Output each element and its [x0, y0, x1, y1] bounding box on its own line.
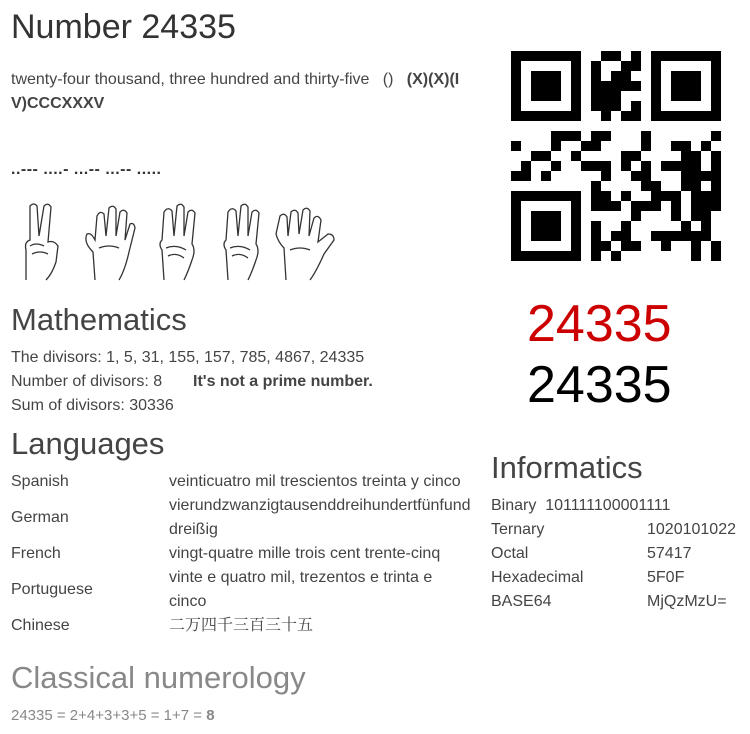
info-key: Binary: [491, 497, 537, 514]
info-row-hexadecimal: [491, 566, 750, 590]
numerology-heading: Classical numerology: [11, 660, 306, 695]
prime-status: It's not a prime number.: [193, 373, 373, 390]
language-value: veinticuatro mil trescientos treinta y cinco: [169, 473, 461, 490]
hand-five-icon: [276, 208, 334, 280]
info-row-ternary: [491, 518, 750, 542]
roman-numeral-line2: V)CCCXXXV: [11, 95, 105, 112]
info-row-base64: [491, 590, 750, 614]
morse-code: ..--- ....- ...-- ...-- .....: [11, 161, 162, 178]
language-value: vierundzwanzigtausenddreihundertfünfund: [169, 497, 471, 514]
numerology-expression: 24335 = 2+4+3+3+5 = 1+7 =: [11, 707, 207, 724]
info-key: Hexadecimal: [491, 569, 584, 586]
language-name: German: [11, 509, 69, 526]
language-row-chinese: [11, 614, 481, 638]
language-value-cont: dreißig: [169, 521, 218, 538]
languages-heading: Languages: [11, 426, 165, 461]
language-name: Chinese: [11, 617, 70, 634]
language-row-german: [11, 494, 481, 542]
roman-parens: (): [382, 71, 394, 88]
number-display-red: 24335: [527, 295, 672, 353]
hand-four-icon: [86, 206, 135, 280]
numerology-formula: [11, 704, 215, 728]
divisors-list: The divisors: 1, 5, 31, 155, 157, 785, 4867, 24335: [11, 349, 365, 366]
hand-three-icon: [160, 204, 195, 280]
info-value: 57417: [647, 545, 692, 562]
roman-numeral-line1: (X)(X)(I: [406, 71, 460, 88]
hand-three-icon: [224, 204, 259, 280]
qr-code: [511, 51, 721, 261]
info-value: MjQzMzU=: [647, 593, 727, 610]
info-row-binary: [491, 494, 750, 518]
language-value: vingt-quatre mille trois cent trente-cinq: [169, 545, 441, 562]
language-value: 二万四千三百三十五: [169, 617, 314, 634]
words-text: twenty-four thousand, three hundred and thirty-five: [11, 71, 370, 88]
mathematics-heading: Mathematics: [11, 302, 187, 337]
page-title: Number 24335: [11, 8, 236, 46]
info-key: Octal: [491, 545, 529, 562]
info-value: 1020101022: [647, 521, 736, 538]
language-row-spanish: [11, 470, 481, 494]
language-value: vinte e quatro mil, trezentos e trinta e: [169, 569, 433, 586]
info-key: BASE64: [491, 593, 552, 610]
language-name: Portuguese: [11, 581, 93, 598]
info-row-octal: [491, 542, 750, 566]
info-key: Ternary: [491, 521, 545, 538]
divisor-sum: Sum of divisors: 30336: [11, 397, 174, 414]
numerology-result: 8: [206, 707, 215, 724]
hand-two-icon: [26, 204, 59, 280]
number-words: [11, 68, 471, 92]
number-display-black: 24335: [527, 356, 672, 414]
informatics-heading: Informatics: [491, 450, 643, 485]
info-value: 101111100001111: [545, 497, 671, 514]
finger-count-hands: [18, 202, 343, 282]
language-value-cont: cinco: [169, 593, 207, 610]
language-row-french: [11, 542, 481, 566]
language-row-portuguese: [11, 566, 481, 614]
language-name: Spanish: [11, 473, 69, 490]
divisor-count: Number of divisors: 8: [11, 373, 163, 390]
info-value: 5F0F: [647, 569, 685, 586]
language-name: French: [11, 545, 61, 562]
